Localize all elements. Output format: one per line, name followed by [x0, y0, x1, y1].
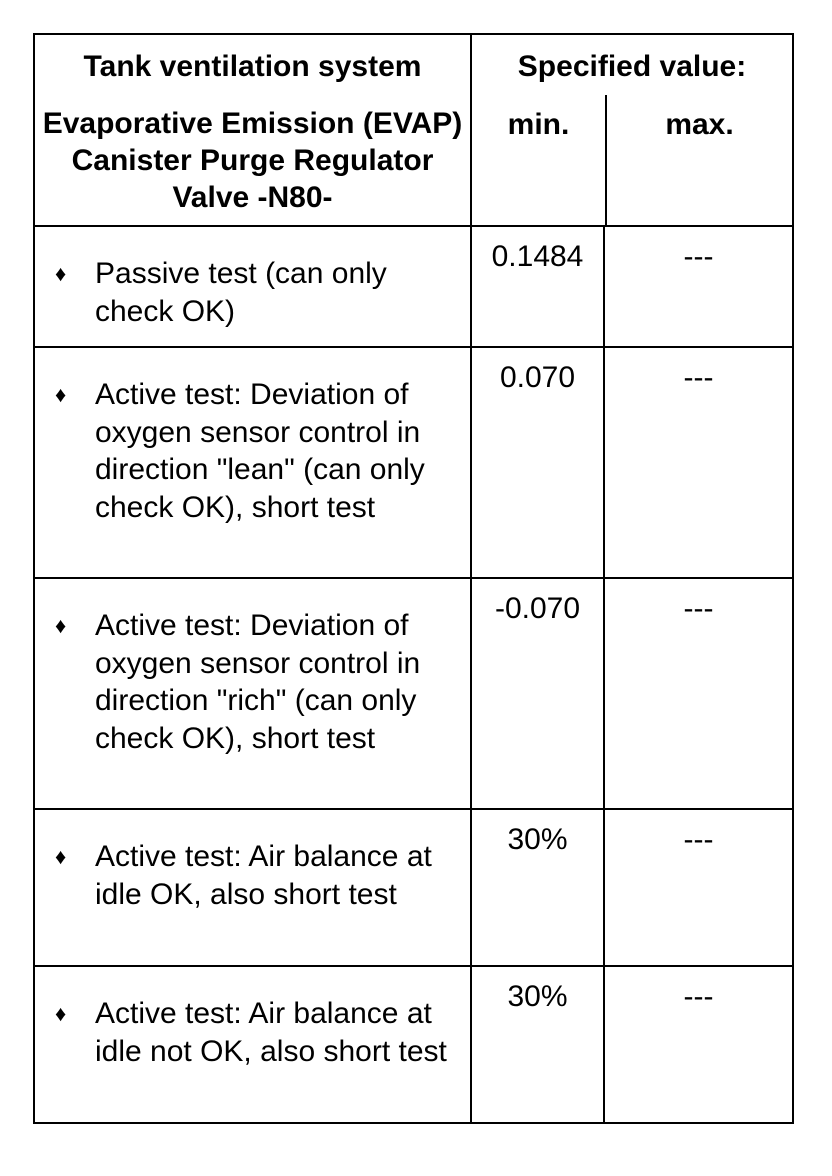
max-value-cell — [604, 809, 793, 966]
min-value: 0.1484 — [491, 240, 584, 273]
specification-table — [33, 33, 794, 1124]
component-name: Evaporative Emission (EVAP) Canister Purge Regulator Valve -N80- — [42, 107, 463, 214]
max-value: --- — [683, 592, 714, 625]
min-value: 30% — [507, 980, 568, 1013]
test-description: Active test: Air balance at idle not OK, also short test — [95, 997, 447, 1068]
max-value-cell — [604, 347, 793, 578]
min-value: 0.070 — [499, 361, 576, 394]
max-value: --- — [683, 980, 714, 1013]
description-cell — [34, 809, 471, 966]
min-value-cell — [471, 966, 604, 1123]
max-column-header: max. — [665, 108, 734, 141]
test-description: Active test: Deviation of oxygen sensor control in direction "lean" (can only check OK), short test — [95, 378, 425, 524]
diamond-bullet-icon: ♦ — [55, 613, 67, 638]
min-value: 30% — [507, 823, 568, 856]
max-value-cell — [604, 578, 793, 809]
description-cell — [34, 966, 471, 1123]
max-value: --- — [683, 240, 714, 273]
min-value-cell — [471, 809, 604, 966]
description-cell — [34, 347, 471, 578]
description-cell — [34, 578, 471, 809]
table-row — [34, 347, 793, 578]
max-value-cell — [604, 966, 793, 1123]
table-row — [34, 226, 793, 347]
diamond-bullet-icon: ♦ — [55, 844, 67, 869]
test-description: Active test: Deviation of oxygen sensor control in direction "rich" (can only check OK), short test — [95, 609, 421, 755]
max-value: --- — [683, 823, 714, 856]
specified-value-label: Specified value: — [517, 50, 747, 83]
table-row — [34, 578, 793, 809]
header-spec-cell — [471, 34, 793, 226]
diamond-bullet-icon: ♦ — [55, 382, 67, 407]
table-row — [34, 809, 793, 966]
table-title: Tank ventilation system — [83, 50, 422, 83]
min-value-cell — [471, 347, 604, 578]
header-description-cell — [34, 34, 471, 226]
max-value-cell — [604, 226, 793, 347]
diamond-bullet-icon: ♦ — [55, 1001, 67, 1026]
min-value-cell — [471, 226, 604, 347]
diamond-bullet-icon: ♦ — [55, 261, 67, 286]
max-value: --- — [683, 361, 714, 394]
test-description: Active test: Air balance at idle OK, also short test — [95, 840, 432, 911]
header-row — [34, 34, 793, 226]
description-cell — [34, 226, 471, 347]
test-description: Passive test (can only check OK) — [95, 257, 387, 328]
min-value-cell — [471, 578, 604, 809]
table-row — [34, 966, 793, 1123]
min-column-header: min. — [472, 95, 607, 225]
min-value: -0.070 — [494, 592, 581, 625]
